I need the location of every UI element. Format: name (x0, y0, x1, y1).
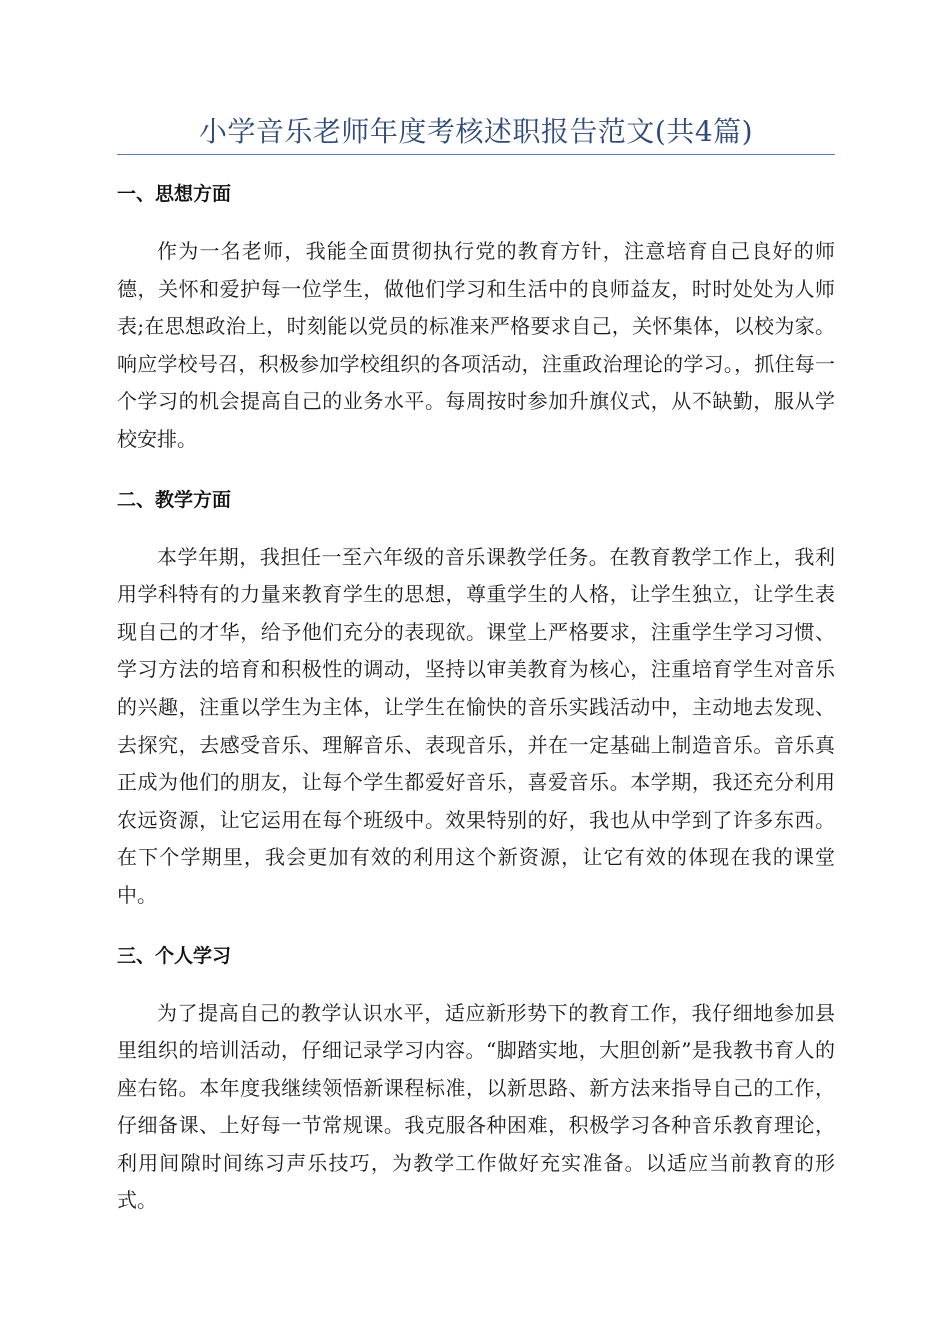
section-heading: 三、个人学习 (117, 944, 232, 967)
document-page (117, 0, 835, 1220)
title-underline (117, 154, 835, 155)
section-paragraph: 作为一名老师，我能全面贯彻执行党的教育方针，注意培育自己良好的师德，关怀和爱护每一位学生，做他们学习和生活中的良师益友，时时处处为人师表;在思想政治上，时刻能以党员的标准来严格要求自己，关怀集体，以校为家。响应学校号召，积极参加学校组织的各项活动，注重政治理论的学习。，抓住每一个学习的机会提高自己的业务水平。每周按时参加升旗仪式，从不缺勤，服从学校安排。 (117, 239, 835, 451)
section-paragraph: 本学年期，我担任一至六年级的音乐课教学任务。在教育教学工作上，我利用学科特有的力量来教育学生的思想，尊重学生的人格，让学生独立，让学生表现自己的才华，给予他们充分的表现欲。课堂上严格要求，注重学生学习习惯、学习方法的培育和积极性的调动，坚持以审美教育为核心，注重培育学生对音乐的兴趣，注重以学生为主体，让学生在愉快的音乐实践活动中，主动地去发现、去探究，去感受音乐、理解音乐、表现音乐，并在一定基础上制造音乐。音乐真正成为他们的朋友，让每个学生都爱好音乐，喜爱音乐。本学期，我还充分利用农远资源，让它运用在每个班级中。效果特别的好，我也从中学到了许多东西。在下个学期里，我会更加有效的利用这个新资源，让它有效的体现在我的课堂中。 (117, 544, 835, 907)
section-paragraph: 为了提高自己的教学认识水平，适应新形势下的教育工作，我仔细地参加县里组织的培训活动，仔细记录学习内容。“脚踏实地，大胆创新”是我教书育人的座右铭。本年度我继续领悟新课程标准，以新思路、新方法来指导自己的工作，仔细备课、上好每一节常规课。我克服各种困难，积极学习各种音乐教育理论，利用间隙时间练习声乐技巧，为教学工作做好充实准备。以适应当前教育的形式。 (117, 1000, 835, 1213)
section-heading: 二、教学方面 (117, 488, 232, 511)
section-heading: 一、思想方面 (117, 183, 232, 205)
document-title: 小学音乐老师年度考核述职报告范文(共4篇) (198, 115, 754, 148)
